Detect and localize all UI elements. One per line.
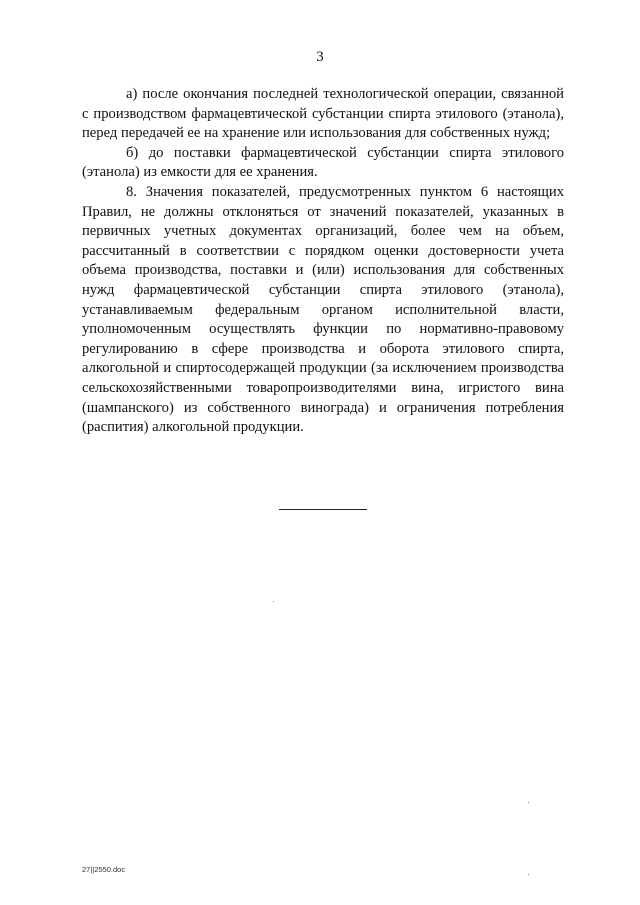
document-body [82,85,564,438]
scan-speck [528,802,529,803]
footer-file-reference: 27||2550.doc [82,865,126,874]
scan-speck [528,874,529,875]
paragraph-item-8: 8. Значения показателей, предусмотренных пунктом 6 настоящих Правил, не должны отклоняться от значений показателей, указанных в первичных учетных документах организаций, более чем на объем, рассчитанный в соответствии с порядком оценки достоверности учета объема производства, поставки и (или) использования для собственных нужд фармацевтической субстанции спирта этилового (этанола), устанавливаемым федеральным органом исполнительной власти, уполномоченным осуществлять функции по нормативно-правовому регулированию в сфере производства и оборота этилового спирта, алкогольной и спиртосодержащей продукции (за исключением производства сельскохозяйственными товаропроизводителями вина, игристого вина (шампанского) из собственного винограда) и ограничения потребления (распития) алкогольной продукции. [82,183,564,436]
paragraph-subitem-a: а) после окончания последней технологической операции, связанной с производством фармацевтической субстанции спирта этилового (этанола), перед передачей ее на хранение или использования для собственных нужд; [82,86,564,142]
paragraph-subitem-b: б) до поставки фармацевтической субстанции спирта этилового (этанола) из емкости для ее хранения. [82,144,564,181]
end-separator-line [279,509,367,510]
page-number: 3 [316,49,324,65]
scan-speck [273,601,274,602]
